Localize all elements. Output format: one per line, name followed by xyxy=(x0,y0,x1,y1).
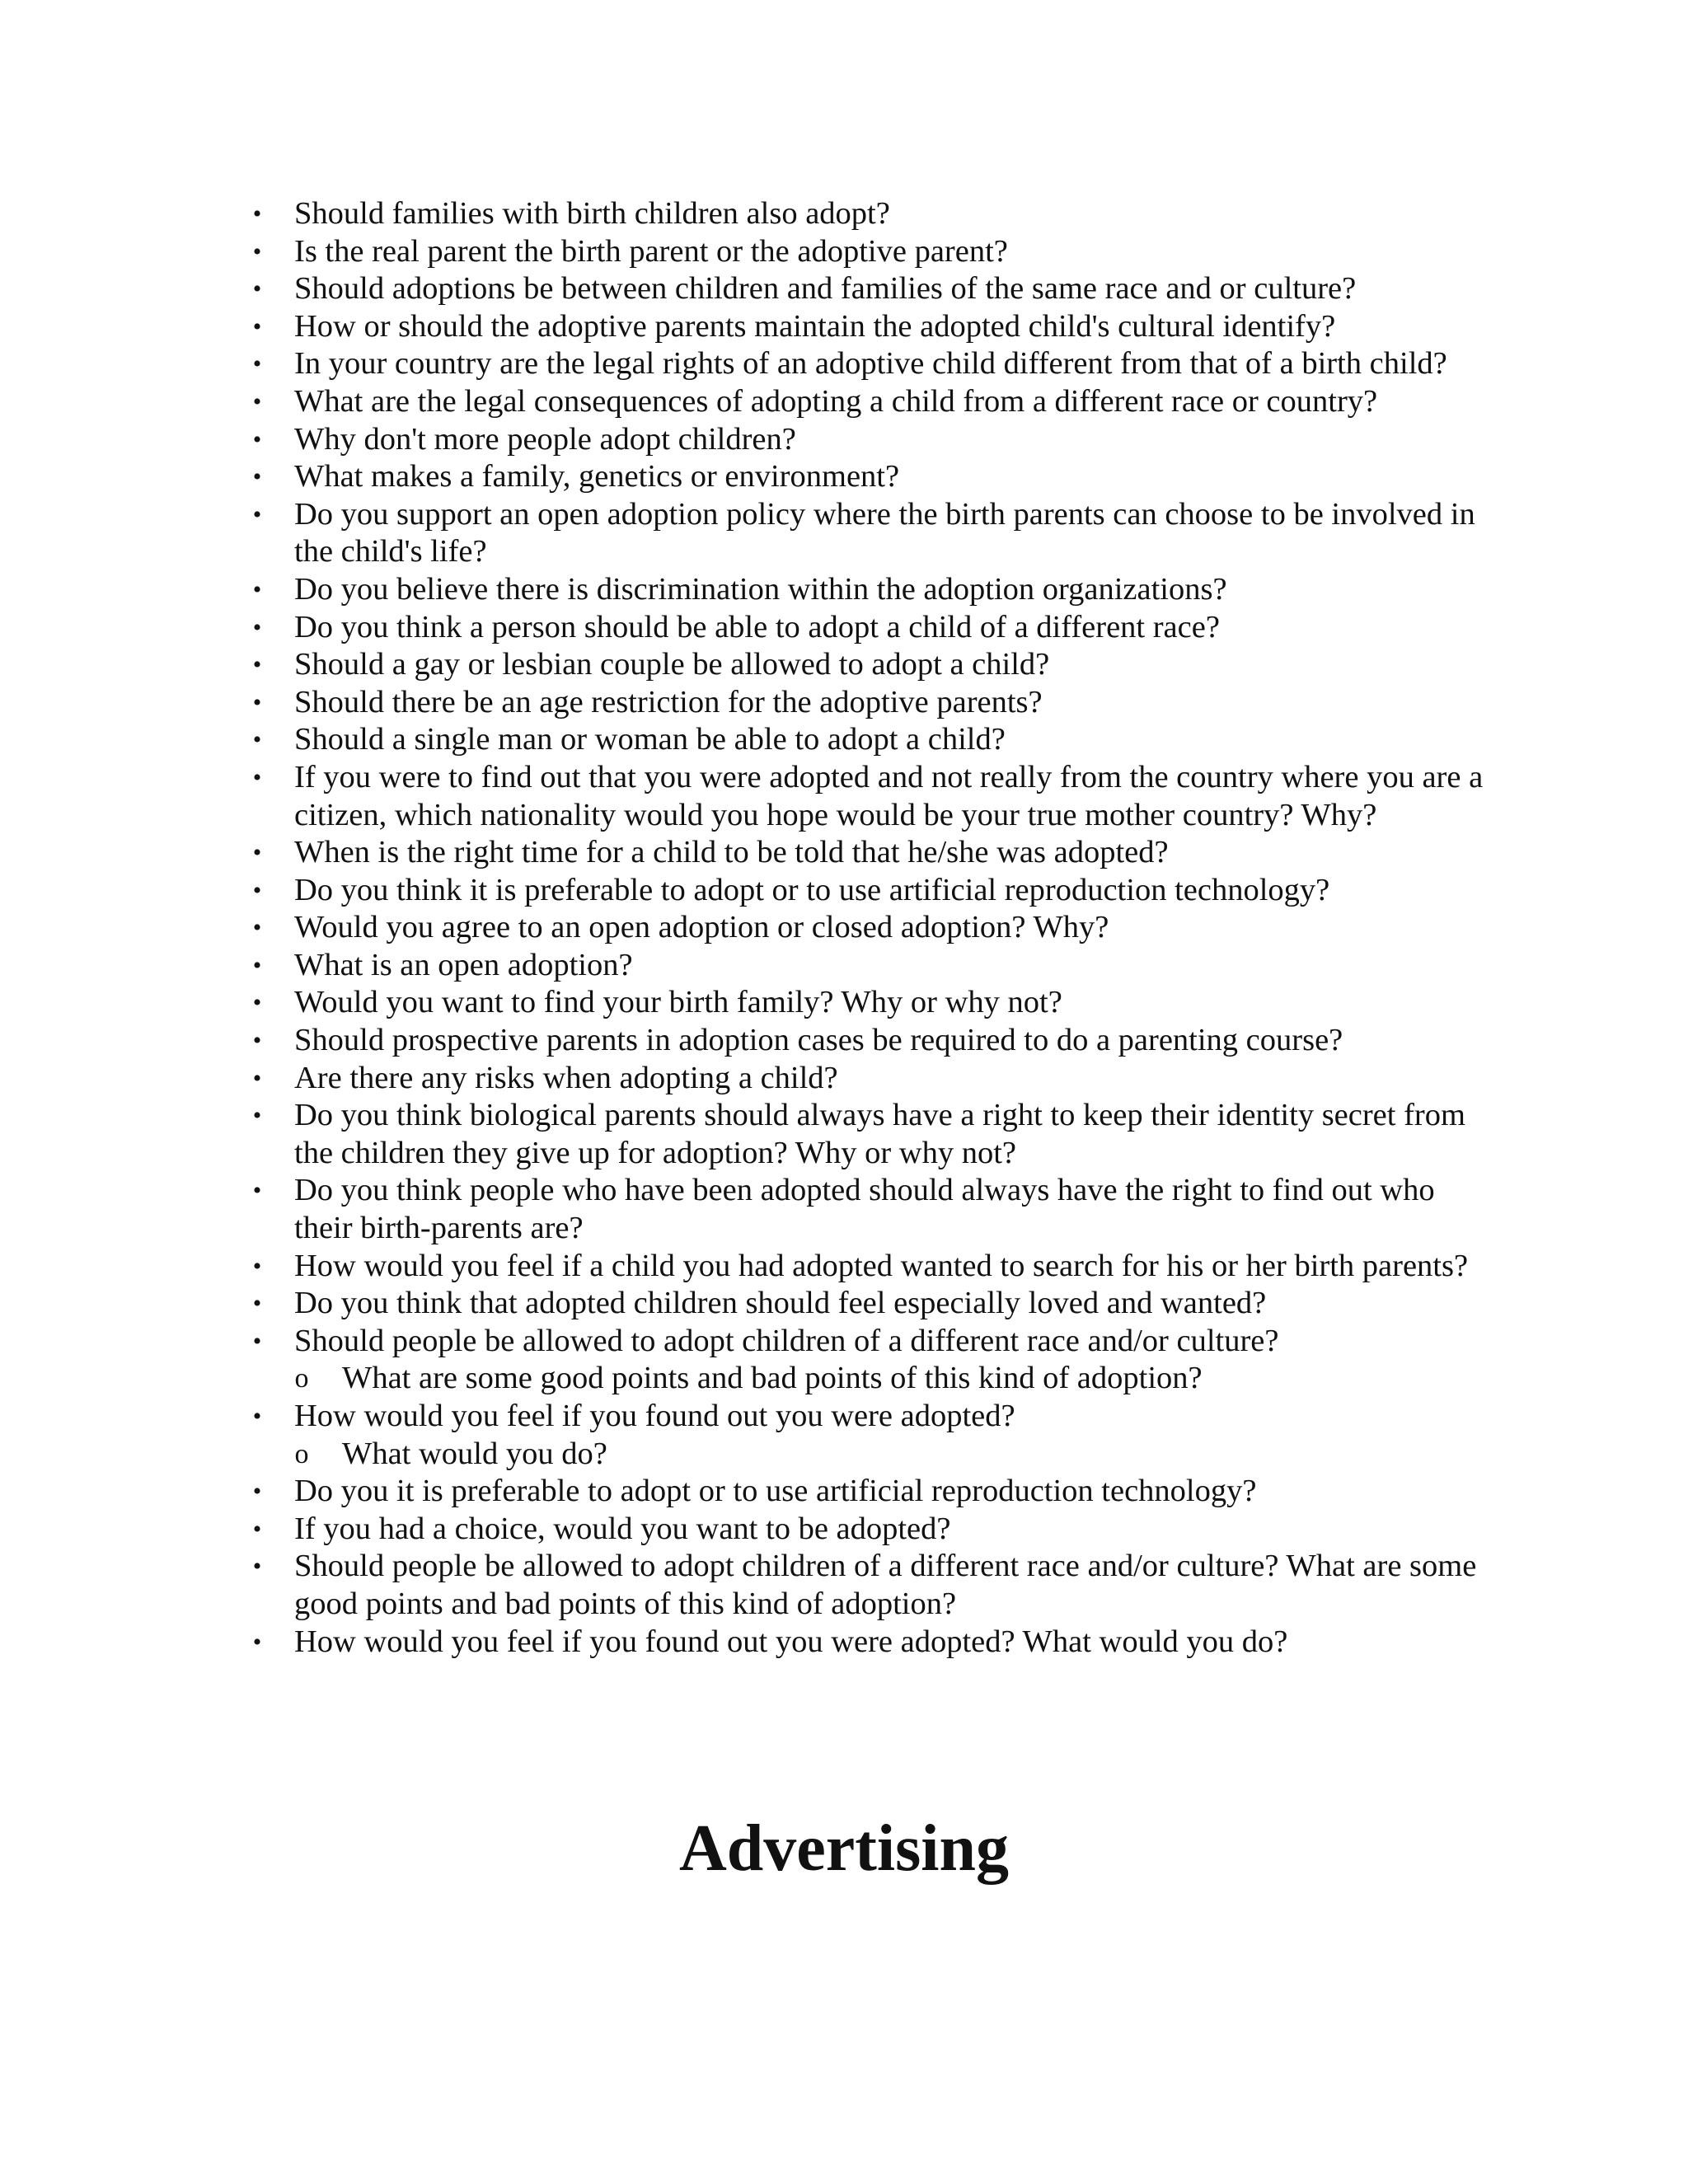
question-text: Do you think people who have been adopted should always have the right to find out who their birth-parents are? xyxy=(294,1173,1435,1246)
bullet-icon: • xyxy=(252,1064,262,1092)
sub-question-list xyxy=(243,1360,1496,1398)
bullet-icon: • xyxy=(252,237,262,265)
question-text: What makes a family, genetics or environment? xyxy=(294,459,900,494)
bullet-icon: • xyxy=(252,839,262,867)
question-text: Do you think a person should be able to adopt a child of a different race? xyxy=(294,609,1220,644)
question-text: What are the legal consequences of adopting a child from a different race or country? xyxy=(294,383,1378,419)
list-item xyxy=(243,872,1496,910)
question-text: Do you support an open adoption policy where the birth parents can choose to be involved in the child's life? xyxy=(294,496,1475,569)
list-item xyxy=(243,834,1496,872)
bullet-icon: • xyxy=(252,1027,262,1055)
list-item xyxy=(243,947,1496,985)
list-item xyxy=(243,1097,1496,1172)
question-list xyxy=(243,195,1496,1661)
bullet-icon: • xyxy=(252,1290,262,1318)
question-text: How would you feel if you found out you were adopted? xyxy=(294,1399,1015,1433)
question-text: Do you think that adopted children should feel especially loved and wanted? xyxy=(294,1286,1267,1321)
bullet-icon: • xyxy=(252,763,262,791)
list-item xyxy=(243,1285,1496,1323)
question-text: Do you think it is preferable to adopt or to use artificial reproduction technology? xyxy=(294,872,1330,907)
bullet-icon: • xyxy=(252,575,262,603)
question-text: If you had a choice, would you want to be adopted? xyxy=(294,1511,951,1546)
sub-question-list xyxy=(243,1436,1496,1474)
bullet-icon: • xyxy=(252,1102,262,1130)
list-item xyxy=(243,571,1496,609)
list-item xyxy=(243,609,1496,647)
bullet-icon: • xyxy=(252,951,262,979)
question-text: How or should the adoptive parents maintain the adopted child's cultural identify? xyxy=(294,308,1336,344)
question-text: Should there be an age restriction for the adoptive parents? xyxy=(294,684,1043,719)
question-text: Do you think biological parents should always have a right to keep their identity secret from the children they give up for adoption? Why or why not? xyxy=(294,1098,1465,1170)
list-item xyxy=(243,1473,1496,1511)
bullet-icon: • xyxy=(252,989,262,1017)
question-text: Should prospective parents in adoption cases be required to do a parenting course? xyxy=(294,1023,1343,1058)
bullet-icon: • xyxy=(252,1177,262,1205)
list-item xyxy=(243,308,1496,346)
question-text: Should people be allowed to adopt children of a different race and/or culture? What are some good points and bad points of this kind of adoption? xyxy=(294,1549,1477,1621)
list-item xyxy=(243,270,1496,308)
list-item xyxy=(243,195,1496,233)
question-text: Would you agree to an open adoption or closed adoption? Why? xyxy=(294,910,1109,945)
question-text: Do you believe there is discrimination within the adoption organizations? xyxy=(294,571,1227,607)
bullet-icon: • xyxy=(252,914,262,942)
sub-question-text: What are some good points and bad points of this kind of adoption? xyxy=(342,1361,1203,1396)
question-text: How would you feel if you found out you were adopted? What would you do? xyxy=(294,1624,1288,1659)
list-item xyxy=(243,1398,1496,1473)
sub-list-item xyxy=(243,1360,1496,1398)
circle-bullet-icon: o xyxy=(294,1438,309,1469)
list-item xyxy=(243,646,1496,684)
list-item xyxy=(243,1323,1496,1398)
bullet-icon: • xyxy=(252,387,262,415)
question-text: In your country are the legal rights of an adoptive child different from that of a birth child? xyxy=(294,346,1447,382)
question-text: Why don't more people adopt children? xyxy=(294,421,796,457)
question-text: Should a single man or woman be able to adopt a child? xyxy=(294,722,1006,757)
list-item xyxy=(243,909,1496,947)
question-text: Should adoptions be between children and families of the same race and or culture? xyxy=(294,271,1357,307)
question-text: Should people be allowed to adopt children of a different race and/or culture? xyxy=(294,1323,1279,1358)
list-item xyxy=(243,1248,1496,1286)
question-text: Would you want to find your birth family? Why or why not? xyxy=(294,985,1062,1020)
bullet-icon: • xyxy=(252,350,262,378)
list-item xyxy=(243,984,1496,1022)
question-text: What is an open adoption? xyxy=(294,947,633,982)
bullet-icon: • xyxy=(252,1327,262,1355)
bullet-icon: • xyxy=(252,275,262,303)
question-text: Should a gay or lesbian couple be allowed to adopt a child? xyxy=(294,647,1050,682)
list-item xyxy=(243,684,1496,722)
bullet-icon: • xyxy=(252,1403,262,1430)
list-item xyxy=(243,345,1496,383)
section-heading: Advertising xyxy=(679,1812,1009,1885)
question-text: Are there any risks when adopting a child? xyxy=(294,1060,838,1095)
bullet-icon: • xyxy=(252,876,262,904)
bullet-icon: • xyxy=(252,1628,262,1656)
bullet-icon: • xyxy=(252,312,262,340)
question-text: When is the right time for a child to be told that he/she was adopted? xyxy=(294,835,1169,870)
bullet-icon: • xyxy=(252,463,262,491)
bullet-icon: • xyxy=(252,613,262,641)
list-item xyxy=(243,721,1496,759)
question-text: Is the real parent the birth parent or the adoptive parent? xyxy=(294,233,1008,269)
bullet-icon: • xyxy=(252,1553,262,1581)
list-item xyxy=(243,1511,1496,1549)
bullet-icon: • xyxy=(252,1515,262,1543)
question-text: How would you feel if a child you had adopted wanted to search for his or her birth parents? xyxy=(294,1248,1469,1283)
bullet-icon: • xyxy=(252,200,262,227)
bullet-icon: • xyxy=(252,500,262,528)
list-item xyxy=(243,458,1496,496)
bullet-icon: • xyxy=(252,726,262,754)
circle-bullet-icon: o xyxy=(294,1363,309,1394)
sub-question-text: What would you do? xyxy=(342,1436,607,1471)
question-text: Should families with birth children also adopt? xyxy=(294,196,890,231)
list-item xyxy=(243,421,1496,459)
list-item xyxy=(243,233,1496,271)
list-item xyxy=(243,759,1496,834)
list-item xyxy=(243,1060,1496,1098)
bullet-icon: • xyxy=(252,651,262,679)
bullet-icon: • xyxy=(252,1252,262,1280)
list-item xyxy=(243,383,1496,421)
list-item xyxy=(243,496,1496,571)
question-text: Do you it is preferable to adopt or to use artificial reproduction technology? xyxy=(294,1474,1257,1509)
list-item xyxy=(243,1022,1496,1060)
list-item xyxy=(243,1624,1496,1661)
bullet-icon: • xyxy=(252,688,262,716)
list-item xyxy=(243,1172,1496,1247)
bullet-icon: • xyxy=(252,425,262,453)
sub-list-item xyxy=(243,1436,1496,1474)
bullet-icon: • xyxy=(252,1478,262,1506)
question-text: If you were to find out that you were adopted and not really from the country where you are a citizen, which nationality would you hope would be your true mother country? Why? xyxy=(294,759,1484,832)
list-item xyxy=(243,1548,1496,1623)
